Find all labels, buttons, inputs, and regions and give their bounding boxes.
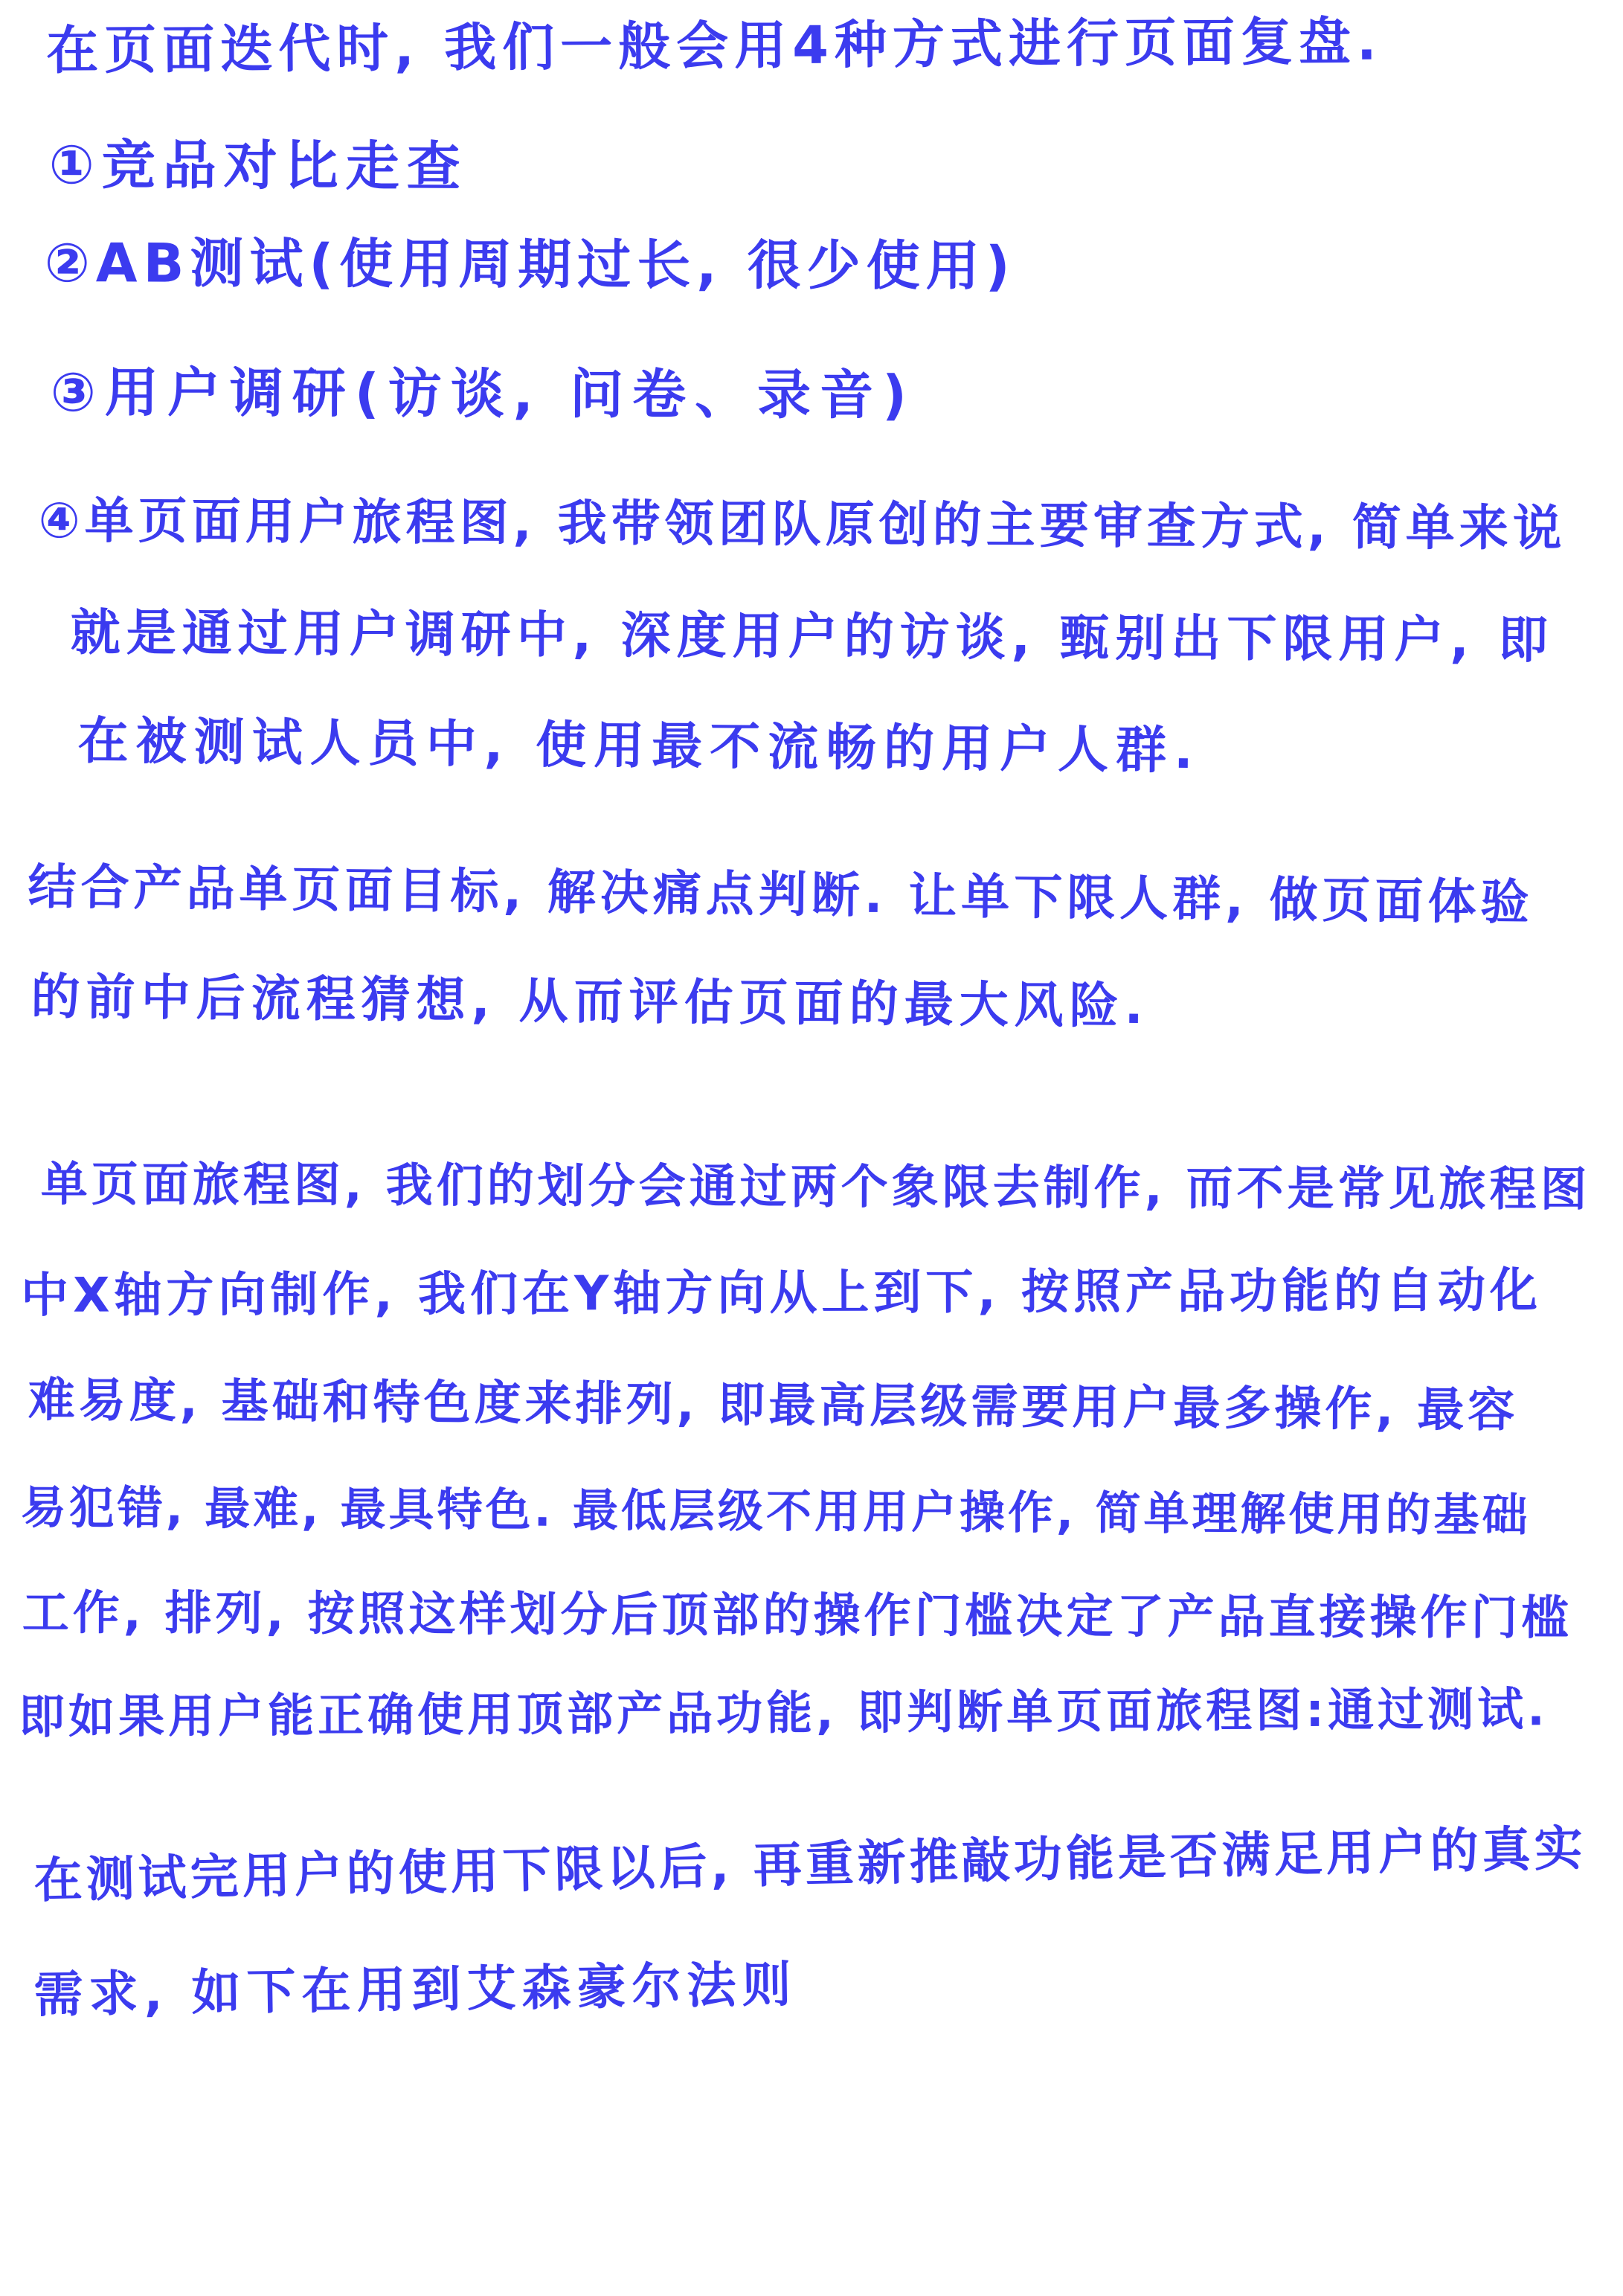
- note-line: ④单页面用户旅程图, 我带领团队原创的主要审查方式, 简单来说: [38, 492, 1566, 557]
- note-line: 在测试完用户的使用下限以后, 再重新推敲功能是否满足用户的真实: [33, 1821, 1587, 1909]
- note-line: 单页面旅程图, 我们的划分会通过两个象限去制作, 而不是常见旅程图: [40, 1157, 1591, 1217]
- note-line: 即如果用户能正确使用顶部产品功能, 即判断单页面旅程图:通过测试.: [18, 1681, 1549, 1744]
- note-line: 工作, 排列, 按照这样划分后顶部的操作门槛决定了产品直接操作门槛: [22, 1585, 1572, 1646]
- note-line: 需求, 如下在用到艾森豪尔法则: [33, 1955, 798, 2024]
- note-line: 易犯错, 最难, 最具特色. 最低层级不用用户操作, 简单理解使用的基础: [20, 1481, 1531, 1542]
- note-line: 就是通过用户调研中, 深度用户的访谈, 甄别出下限用户, 即: [70, 603, 1555, 670]
- note-line: 的前中后流程猜想, 从而评估页面的最大风险.: [30, 968, 1150, 1036]
- note-line: 在页面迭代时, 我们一般会用4种方式进行页面复盘.: [45, 10, 1383, 81]
- note-line: 在被测试人员中, 使用最不流畅的用户人群.: [77, 712, 1201, 781]
- note-line: 中X轴方向制作, 我们在Y轴方向从上到下, 按照产品功能的自动化: [20, 1263, 1543, 1324]
- note-line: ③用户调研(访谈, 问卷、录音): [50, 361, 916, 427]
- note-line: 难易度, 基础和特色度来排列, 即最高层级需要用户最多操作, 最容: [28, 1373, 1519, 1437]
- note-line: ①竞品对比走查: [48, 133, 468, 198]
- note-line: ②AB测试(使用周期过长, 很少使用): [44, 231, 1016, 298]
- note-line: 结合产品单页面目标, 解决痛点判断. 让单下限人群, 做页面体验: [28, 859, 1534, 931]
